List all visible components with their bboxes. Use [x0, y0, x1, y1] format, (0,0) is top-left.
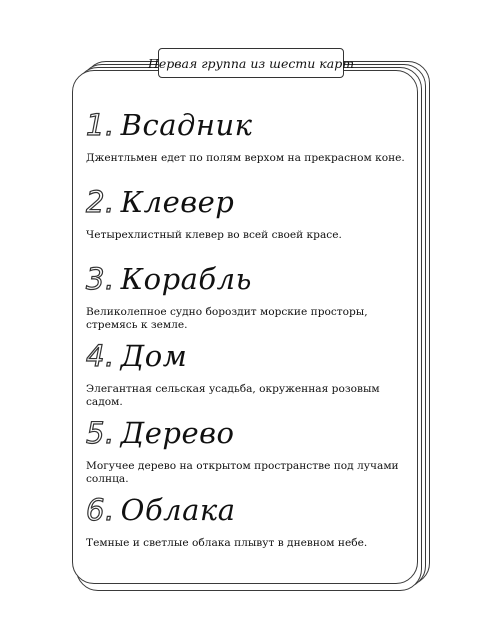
- item-title: Всадник: [120, 108, 253, 142]
- list-item: [86, 416, 416, 493]
- item-heading: [86, 185, 416, 231]
- item-description: Великолепное судно бороздит морские просторы, стремясь к земле.: [86, 306, 368, 331]
- item-description: Могучее дерево на открытом пространстве под лучами солнца.: [86, 460, 399, 485]
- item-description: Джентльмен едет по полям верхом на прекрасном коне.: [86, 152, 405, 164]
- item-description: Темные и светлые облака плывут в дневном небе.: [86, 537, 368, 549]
- item-number: 5.: [86, 416, 115, 450]
- item-heading: [86, 262, 416, 308]
- item-number: 6.: [86, 493, 115, 527]
- card-list: [86, 108, 416, 570]
- list-item: [86, 262, 416, 339]
- item-number: 2.: [86, 185, 115, 219]
- header-tab: [147, 48, 355, 78]
- item-heading: [86, 108, 416, 154]
- list-item: [86, 339, 416, 416]
- item-number: 4.: [86, 339, 115, 373]
- item-heading: [86, 339, 416, 385]
- item-title: Корабль: [120, 262, 252, 296]
- item-title: Дерево: [120, 416, 235, 450]
- header-title: Первая группа из шести карт: [147, 55, 355, 71]
- list-item: [86, 493, 416, 570]
- item-heading: [86, 493, 416, 539]
- item-description: Четырехлистный клевер во всей своей красе.: [86, 229, 342, 241]
- item-number: 1.: [86, 108, 115, 142]
- item-description: Элегантная сельская усадьба, окруженная розовым садом.: [86, 383, 380, 408]
- item-title: Облака: [120, 493, 236, 527]
- item-title: Клевер: [120, 185, 235, 219]
- item-title: Дом: [120, 339, 188, 373]
- item-number: 3.: [86, 262, 115, 296]
- list-item: [86, 185, 416, 262]
- item-heading: [86, 416, 416, 462]
- list-item: [86, 108, 416, 185]
